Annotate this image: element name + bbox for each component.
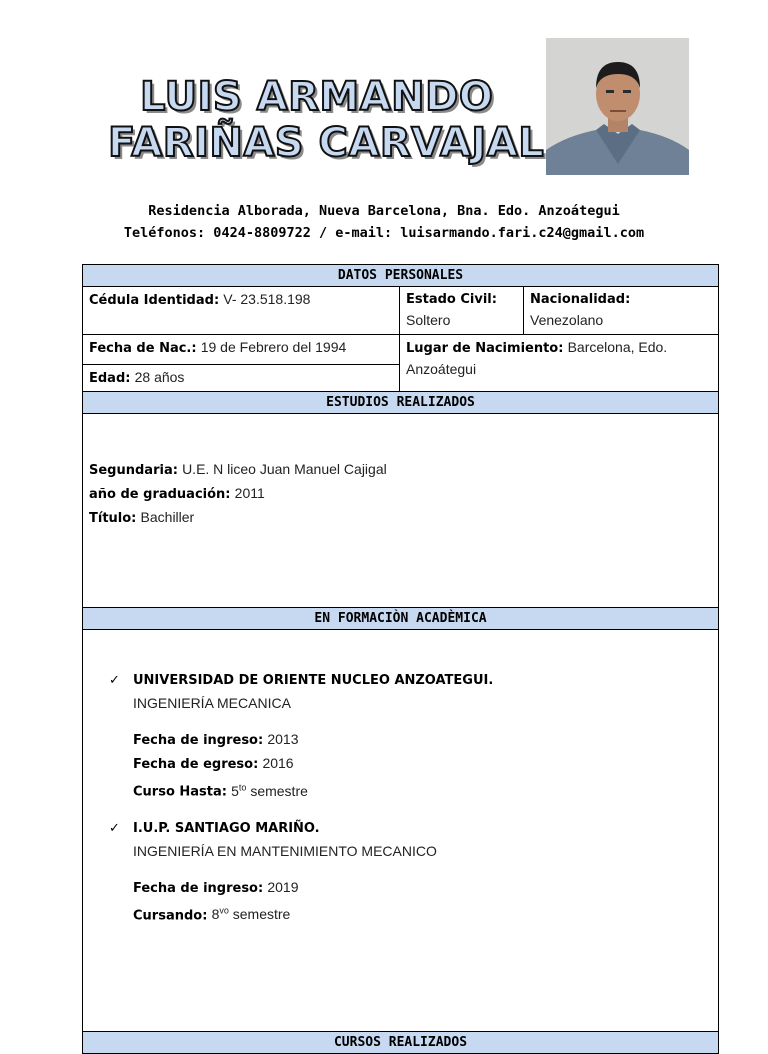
studies-cell [83, 414, 719, 608]
profile-photo [546, 38, 689, 175]
graduation-label: año de graduación: [89, 487, 231, 502]
academic-cell [83, 630, 719, 1032]
institution-name: I.U.P. SANTIAGO MARIÑO. [133, 820, 320, 836]
civil-label: Estado Civil: [406, 292, 497, 307]
resume-name [108, 74, 544, 166]
school-label: Segundaria: [89, 463, 178, 478]
birthdate-label: Fecha de Nac.: [89, 341, 197, 356]
section-header-personal: DATOS PERSONALES [83, 265, 719, 287]
civil-value: Soltero [406, 312, 451, 328]
course-ordinal: vo [219, 905, 229, 916]
career-name: INGENIERÍA MECANICA [133, 695, 291, 711]
section-header-studies: ESTUDIOS REALIZADOS [83, 392, 719, 414]
course-label: Cursando: [133, 908, 208, 924]
start-value: 2013 [267, 731, 299, 747]
end-value: 2016 [262, 755, 294, 771]
phone-email-line: Teléfonos: 0424-8809722 / e-mail: luisarmando.fari.c24@gmail.com [123, 225, 645, 241]
institution-name: UNIVERSIDAD DE ORIENTE NUCLEO ANZOATEGUI. [133, 673, 494, 688]
course-unit: semestre [228, 906, 291, 923]
birthplace-cell [400, 335, 719, 392]
resume-table [82, 264, 719, 1054]
degree-value: Bachiller [140, 509, 195, 525]
checkmark-icon: ✓ [109, 673, 120, 688]
nationality-label: Nacionalidad: [530, 292, 631, 307]
name-line-2: FARIÑAS CARVAJAL [108, 120, 545, 166]
course-ordinal: to [238, 782, 247, 792]
course-number: 8 [211, 906, 220, 923]
age-value: 28 años [134, 369, 185, 385]
cedula-cell [83, 287, 400, 335]
start-label: Fecha de ingreso: [133, 733, 264, 748]
address-line: Residencia Alborada, Nueva Barcelona, Bna. Edo. Anzoátegui [148, 203, 620, 219]
contact-block [0, 200, 768, 244]
birthdate-value: 19 de Febrero del 1994 [200, 339, 347, 355]
start-label: Fecha de ingreso: [133, 880, 264, 896]
cedula-value: V- 23.518.198 [223, 291, 311, 307]
degree-label: Título: [89, 511, 137, 526]
course-value [212, 906, 291, 922]
portrait-image [546, 38, 689, 175]
checkmark-icon: ✓ [109, 820, 120, 836]
age-label: Edad: [89, 371, 131, 386]
section-header-academic: EN FORMACIÒN ACADÈMICA [83, 608, 719, 630]
name-line-1: LUIS ARMANDO [140, 74, 494, 120]
list-item [109, 818, 712, 840]
end-label: Fecha de egreso: [133, 757, 259, 772]
civil-cell [400, 287, 524, 335]
career-name: INGENIERÍA EN MANTENIMIENTO MECANICO [133, 842, 437, 859]
cedula-label: Cédula Identidad: [89, 293, 220, 308]
graduation-value: 2011 [234, 485, 265, 501]
course-unit: semestre [246, 782, 308, 799]
start-value: 2019 [267, 878, 299, 895]
list-item [109, 670, 712, 692]
birthplace-label: Lugar de Nacimiento: [406, 341, 564, 356]
course-label: Curso Hasta: [133, 784, 227, 800]
course-value [231, 783, 308, 799]
age-cell [83, 365, 400, 392]
course-number: 5 [231, 782, 239, 799]
birthdate-cell [83, 335, 400, 365]
school-value: U.E. N liceo Juan Manuel Cajigal [182, 461, 387, 477]
section-header-courses: CURSOS REALIZADOS [83, 1032, 719, 1054]
nationality-cell [524, 287, 719, 335]
nationality-value: Venezolano [530, 312, 604, 328]
birthplace-value: Barcelona, Edo. Anzoátegui [406, 339, 668, 377]
